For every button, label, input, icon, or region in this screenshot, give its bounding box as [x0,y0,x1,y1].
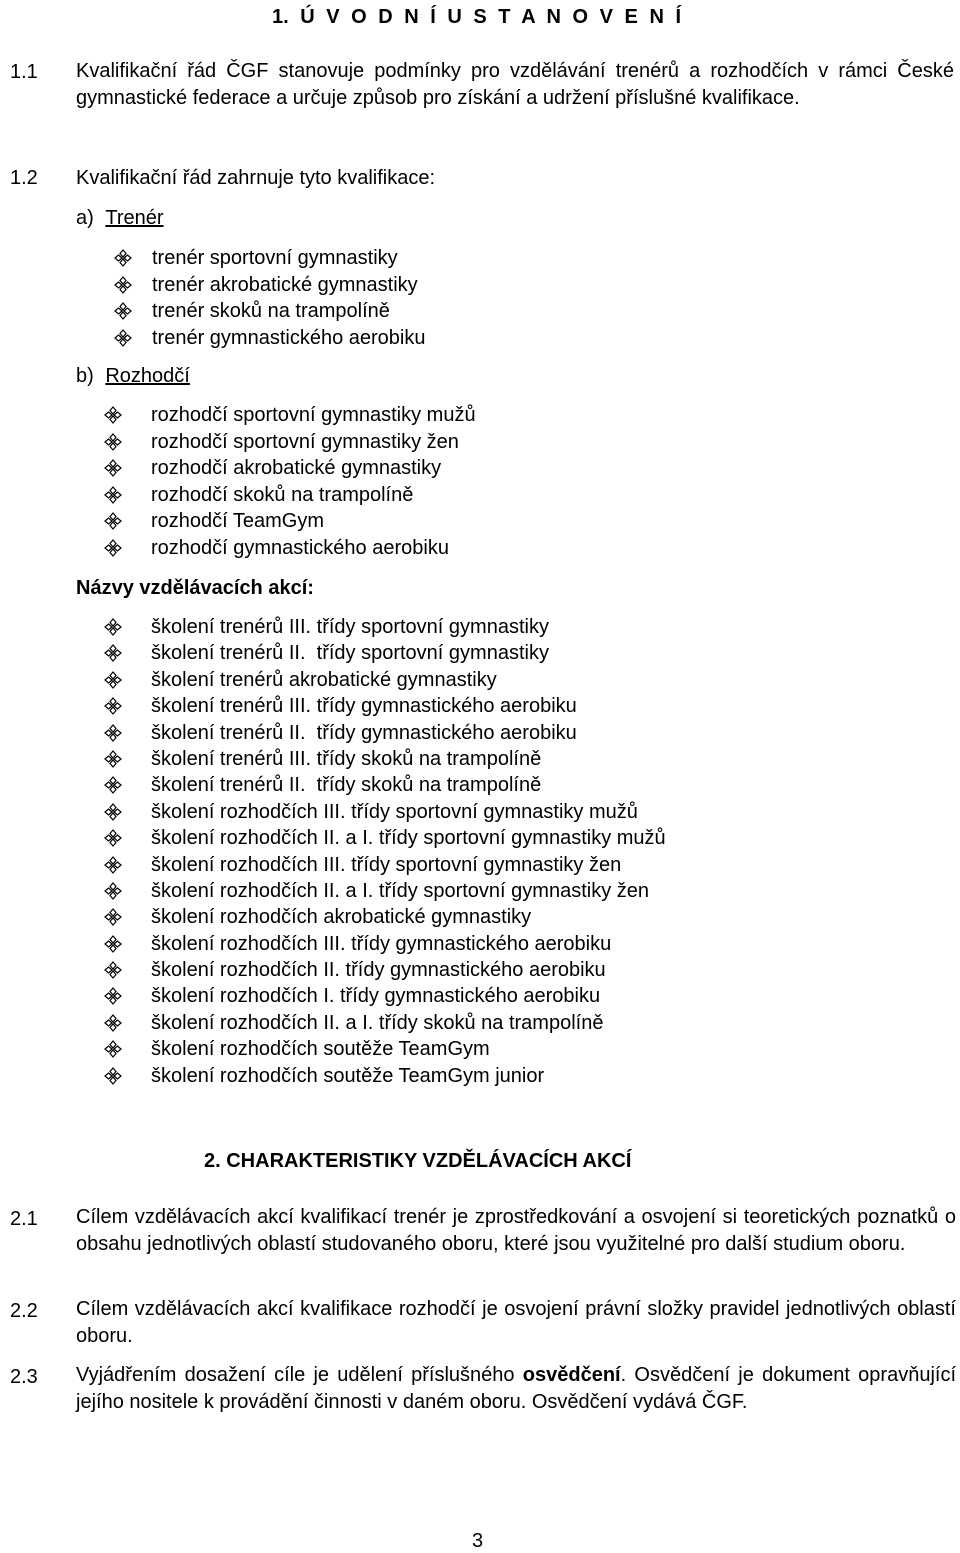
paragraph-2-3-bold-term: osvědčení [522,1364,621,1386]
paragraph-2-2 [76,1296,956,1349]
four-diamond-bullet-icon [104,459,122,477]
section-b-title: Rozhodčí [105,365,190,387]
four-diamond-bullet-icon [104,1014,122,1032]
four-diamond-bullet-icon [104,882,122,900]
list-item-text: rozhodčí sportovní gymnastiky mužů [151,404,476,426]
four-diamond-bullet-icon [104,1040,122,1058]
list-item-text: školení trenérů akrobatické gymnastiky [151,668,497,691]
list-item-text: školení rozhodčích III. třídy sportovní gymnastiky mužů [151,800,638,823]
four-diamond-bullet-icon [104,987,122,1005]
four-diamond-bullet-icon [104,961,122,979]
four-diamond-bullet-icon [104,935,122,953]
four-diamond-bullet-icon [104,750,122,768]
four-diamond-bullet-icon [104,539,122,557]
list-item-text: školení trenérů II. třídy gymnastického aerobiku [151,721,577,744]
section-2-heading: 2. CHARAKTERISTIKY VZDĚLÁVACÍCH AKCÍ [204,1150,632,1172]
paragraph-2-3-text-before: Vyjádřením dosažení cíle je udělení příslušného [76,1364,523,1386]
list-item-text: rozhodčí gymnastického aerobiku [151,536,449,559]
four-diamond-bullet-icon [114,276,132,294]
courses-title: Názvy vzdělávacích akcí: [76,577,314,599]
list-item-text: školení rozhodčích II. a I. třídy sportovní gymnastiky žen [151,879,649,902]
page-number: 3 [472,1530,484,1552]
list-item-text: školení rozhodčích I. třídy gymnastického aerobiku [151,985,601,1008]
four-diamond-bullet-icon [104,829,122,847]
list-item-text: trenér gymnastického aerobiku [152,327,426,350]
list-item-text: školení rozhodčích soutěže TeamGym junior [151,1064,545,1087]
four-diamond-bullet-icon [104,697,122,715]
four-diamond-bullet-icon [104,1067,122,1085]
paragraph-number-1-2: 1.2 [10,167,38,189]
paragraph-2-1-text: Cílem vzdělávacích akcí kvalifikací trenér je zprostředkování a osvojení si teoretických poznatků o obsahu jednotlivých oblastí studovaného oboru, které jsou využitelné pro další studium oboru. [76,1206,956,1255]
list-item-text: trenér akrobatické gymnastiky [152,273,418,296]
section-a-letter: a) [76,207,94,229]
list-item-text: školení trenérů III. třídy skoků na trampolíně [151,747,542,770]
four-diamond-bullet-icon [114,249,132,267]
four-diamond-bullet-icon [104,644,122,662]
four-diamond-bullet-icon [104,724,122,742]
paragraph-1-1-text: Kvalifikační řád ČGF stanovuje podmínky pro vzdělávání trenérů a rozhodčích v rámci České gymnastické federace a určuje způsob pro získání a udržení příslušné kvalifikace. [76,60,954,109]
list-item-text: školení trenérů II. třídy skoků na trampolíně [151,774,542,797]
section-1-heading: 1. Ú V O D N Í U S T A N O V E N Í [272,6,682,28]
paragraph-number-1-1: 1.1 [10,61,38,83]
list-item-text: trenér sportovní gymnastiky [152,247,398,269]
paragraph-2-3 [76,1362,956,1415]
list-item-text: školení rozhodčích III. třídy sportovní gymnastiky žen [151,853,622,876]
paragraph-number-2-1: 2.1 [10,1208,38,1230]
four-diamond-bullet-icon [104,671,122,689]
list-item-text: rozhodčí TeamGym [151,510,325,533]
four-diamond-bullet-icon [104,908,122,926]
four-diamond-bullet-icon [114,329,132,347]
list-item-text: školení trenérů III. třídy sportovní gymnastiky [151,616,549,638]
paragraph-1-1 [76,58,954,111]
paragraph-2-1 [76,1204,956,1257]
list-item-text: školení rozhodčích soutěže TeamGym [151,1038,490,1061]
paragraph-2-3-text-after: . Osvědčení je dokument opravňující jejího nositele k provádění činnosti v daném oboru. Osvědčení vydává ČGF. [76,1364,956,1413]
section-a-heading [76,207,164,230]
section-b-heading [76,365,190,388]
section-b-letter: b) [76,365,94,387]
four-diamond-bullet-icon [104,512,122,530]
list-item-text: rozhodčí skoků na trampolíně [151,483,414,506]
paragraph-2-2-text: Cílem vzdělávacích akcí kvalifikace rozhodčí je osvojení právní složky pravidel jednotlivých oblastí oboru. [76,1298,956,1347]
list-item-text: trenér skoků na trampolíně [152,300,390,323]
paragraph-number-2-2: 2.2 [10,1300,38,1322]
four-diamond-bullet-icon [104,803,122,821]
four-diamond-bullet-icon [104,406,122,424]
list-item-text: školení trenérů III. třídy gymnastického aerobiku [151,695,577,718]
list-item-text: školení trenérů II. třídy sportovní gymnastiky [151,642,549,665]
list-item-text: rozhodčí sportovní gymnastiky žen [151,430,459,453]
list-item-text: školení rozhodčích III. třídy gymnastického aerobiku [151,932,612,955]
four-diamond-bullet-icon [114,302,132,320]
list-item-text: školení rozhodčích II. třídy gymnastického aerobiku [151,959,606,982]
list-item-text: rozhodčí akrobatické gymnastiky [151,457,442,480]
four-diamond-bullet-icon [104,776,122,794]
list-item-text: školení rozhodčích II. a I. třídy sportovní gymnastiky mužů [151,827,666,850]
paragraph-number-2-3: 2.3 [10,1366,38,1388]
section-a-title: Trenér [105,207,164,229]
four-diamond-bullet-icon [104,433,122,451]
list-item-text: školení rozhodčích II. a I. třídy skoků na trampolíně [151,1011,604,1034]
list-item-text: školení rozhodčích akrobatické gymnastiky [151,906,532,929]
paragraph-1-2-text: Kvalifikační řád zahrnuje tyto kvalifikace: [76,167,436,189]
four-diamond-bullet-icon [104,618,122,636]
four-diamond-bullet-icon [104,856,122,874]
four-diamond-bullet-icon [104,486,122,504]
